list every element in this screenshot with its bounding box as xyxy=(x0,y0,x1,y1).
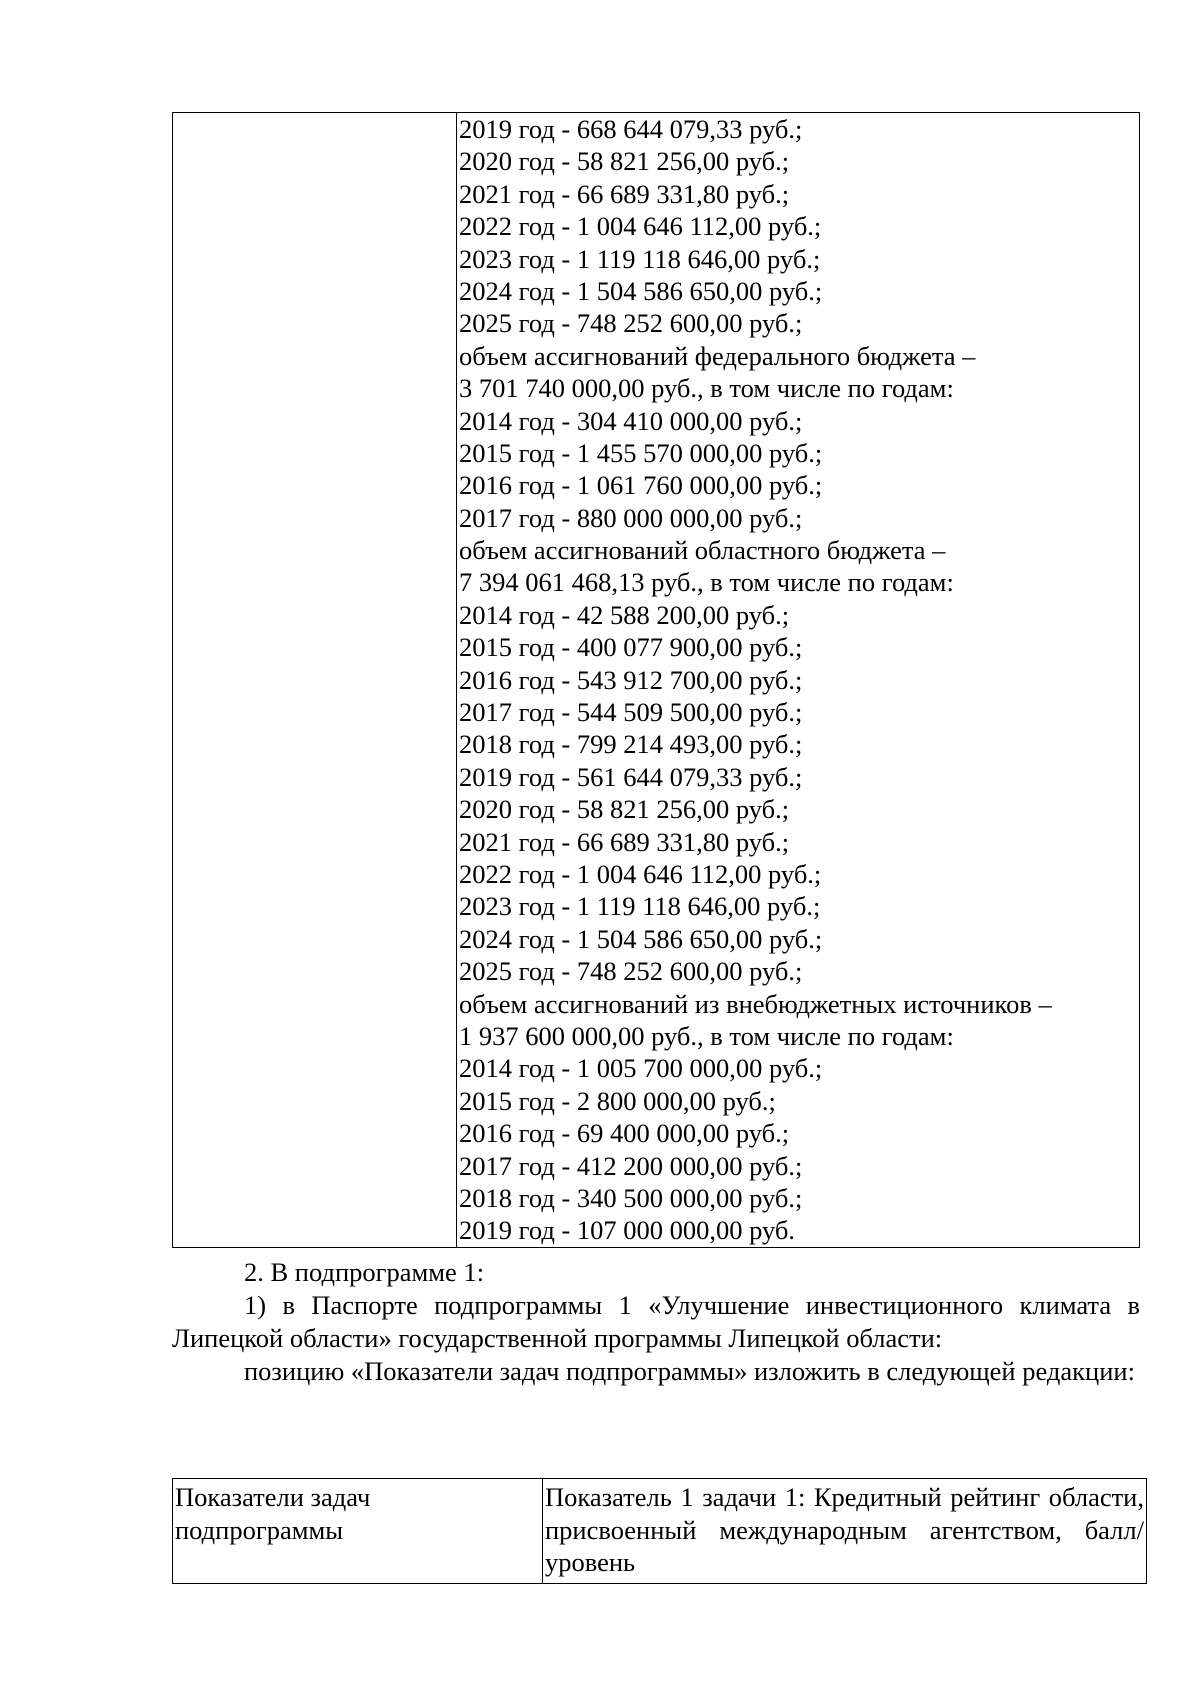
budget-line: 2020 год - 58 821 256,00 руб.; xyxy=(459,146,790,177)
budget-table xyxy=(172,112,1140,1248)
budget-line: 2017 год - 880 000 000,00 руб.; xyxy=(459,502,803,533)
budget-line: 2015 год - 1 455 570 000,00 руб.; xyxy=(459,437,823,468)
budget-line: 2016 год - 543 912 700,00 руб.; xyxy=(459,664,803,695)
budget-line: 2016 год - 1 061 760 000,00 руб.; xyxy=(459,470,823,501)
budget-table-row xyxy=(173,113,1140,1248)
budget-line: 2021 год - 66 689 331,80 руб.; xyxy=(459,178,790,209)
budget-table-left-cell xyxy=(173,113,457,1248)
budget-line: 2019 год - 561 644 079,33 руб.; xyxy=(459,761,803,792)
budget-line: 2021 год - 66 689 331,80 руб.; xyxy=(459,826,790,857)
budget-line: объем ассигнований областного бюджета – xyxy=(459,535,946,566)
paragraph-passport-amendment: 1) в Паспорте подпрограммы 1 «Улучшение инвестиционного климата в Липецкой области» государственной программы Липецкой области: xyxy=(172,1290,1140,1353)
budget-line: 2019 год - 668 644 079,33 руб.; xyxy=(459,114,803,144)
budget-table-right-cell xyxy=(457,113,1140,1248)
budget-line: 2018 год - 799 214 493,00 руб.; xyxy=(459,729,803,760)
budget-line: 2020 год - 58 821 256,00 руб.; xyxy=(459,794,790,825)
budget-line: 2016 год - 69 400 000,00 руб.; xyxy=(459,1118,790,1149)
budget-line: 7 394 061 468,13 руб., в том числе по годам: xyxy=(459,567,954,598)
budget-line: 2014 год - 42 588 200,00 руб.; xyxy=(459,599,790,630)
indicators-table-row xyxy=(173,1479,1147,1584)
indicators-label-cell: Показатели задач подпрограммы xyxy=(173,1479,543,1584)
budget-line: 2017 год - 412 200 000,00 руб.; xyxy=(459,1150,803,1181)
budget-line: 2019 год - 107 000 000,00 руб. xyxy=(459,1215,796,1246)
budget-line: 2025 год - 748 252 600,00 руб.; xyxy=(459,956,803,987)
budget-line: 2022 год - 1 004 646 112,00 руб.; xyxy=(459,858,822,889)
budget-line: 2014 год - 1 005 700 000,00 руб.; xyxy=(459,1053,823,1084)
budget-line: 2015 год - 400 077 900,00 руб.; xyxy=(459,632,803,663)
budget-line: 2023 год - 1 119 118 646,00 руб.; xyxy=(459,243,821,274)
budget-line: 2023 год - 1 119 118 646,00 руб.; xyxy=(459,891,821,922)
indicators-table xyxy=(172,1478,1147,1584)
indicators-value-cell: Показатель 1 задачи 1: Кредитный рейтинг области, присвоенный международным агентством, балл/уровень xyxy=(543,1479,1147,1584)
budget-line: 2017 год - 544 509 500,00 руб.; xyxy=(459,697,803,728)
budget-line: 2025 год - 748 252 600,00 руб.; xyxy=(459,308,803,339)
budget-line: 2024 год - 1 504 586 650,00 руб.; xyxy=(459,923,823,954)
paragraph-subprogram-1: 2. В подпрограмме 1: xyxy=(244,1257,485,1287)
budget-line: 3 701 740 000,00 руб., в том числе по годам: xyxy=(459,373,954,404)
budget-line: объем ассигнований из внебюджетных источников – xyxy=(459,988,1052,1019)
budget-line: 2015 год - 2 800 000,00 руб.; xyxy=(459,1085,776,1116)
budget-line: 2018 год - 340 500 000,00 руб.; xyxy=(459,1182,803,1213)
budget-line: 2024 год - 1 504 586 650,00 руб.; xyxy=(459,275,823,306)
budget-line: 1 937 600 000,00 руб., в том числе по годам: xyxy=(459,1020,954,1051)
budget-line: 2022 год - 1 004 646 112,00 руб.; xyxy=(459,211,822,242)
budget-line: 2014 год - 304 410 000,00 руб.; xyxy=(459,405,803,436)
paragraph-position-statement: позицию «Показатели задач подпрограммы» изложить в следующей редакции: xyxy=(244,1356,1135,1386)
budget-line: объем ассигнований федерального бюджета – xyxy=(459,340,976,371)
